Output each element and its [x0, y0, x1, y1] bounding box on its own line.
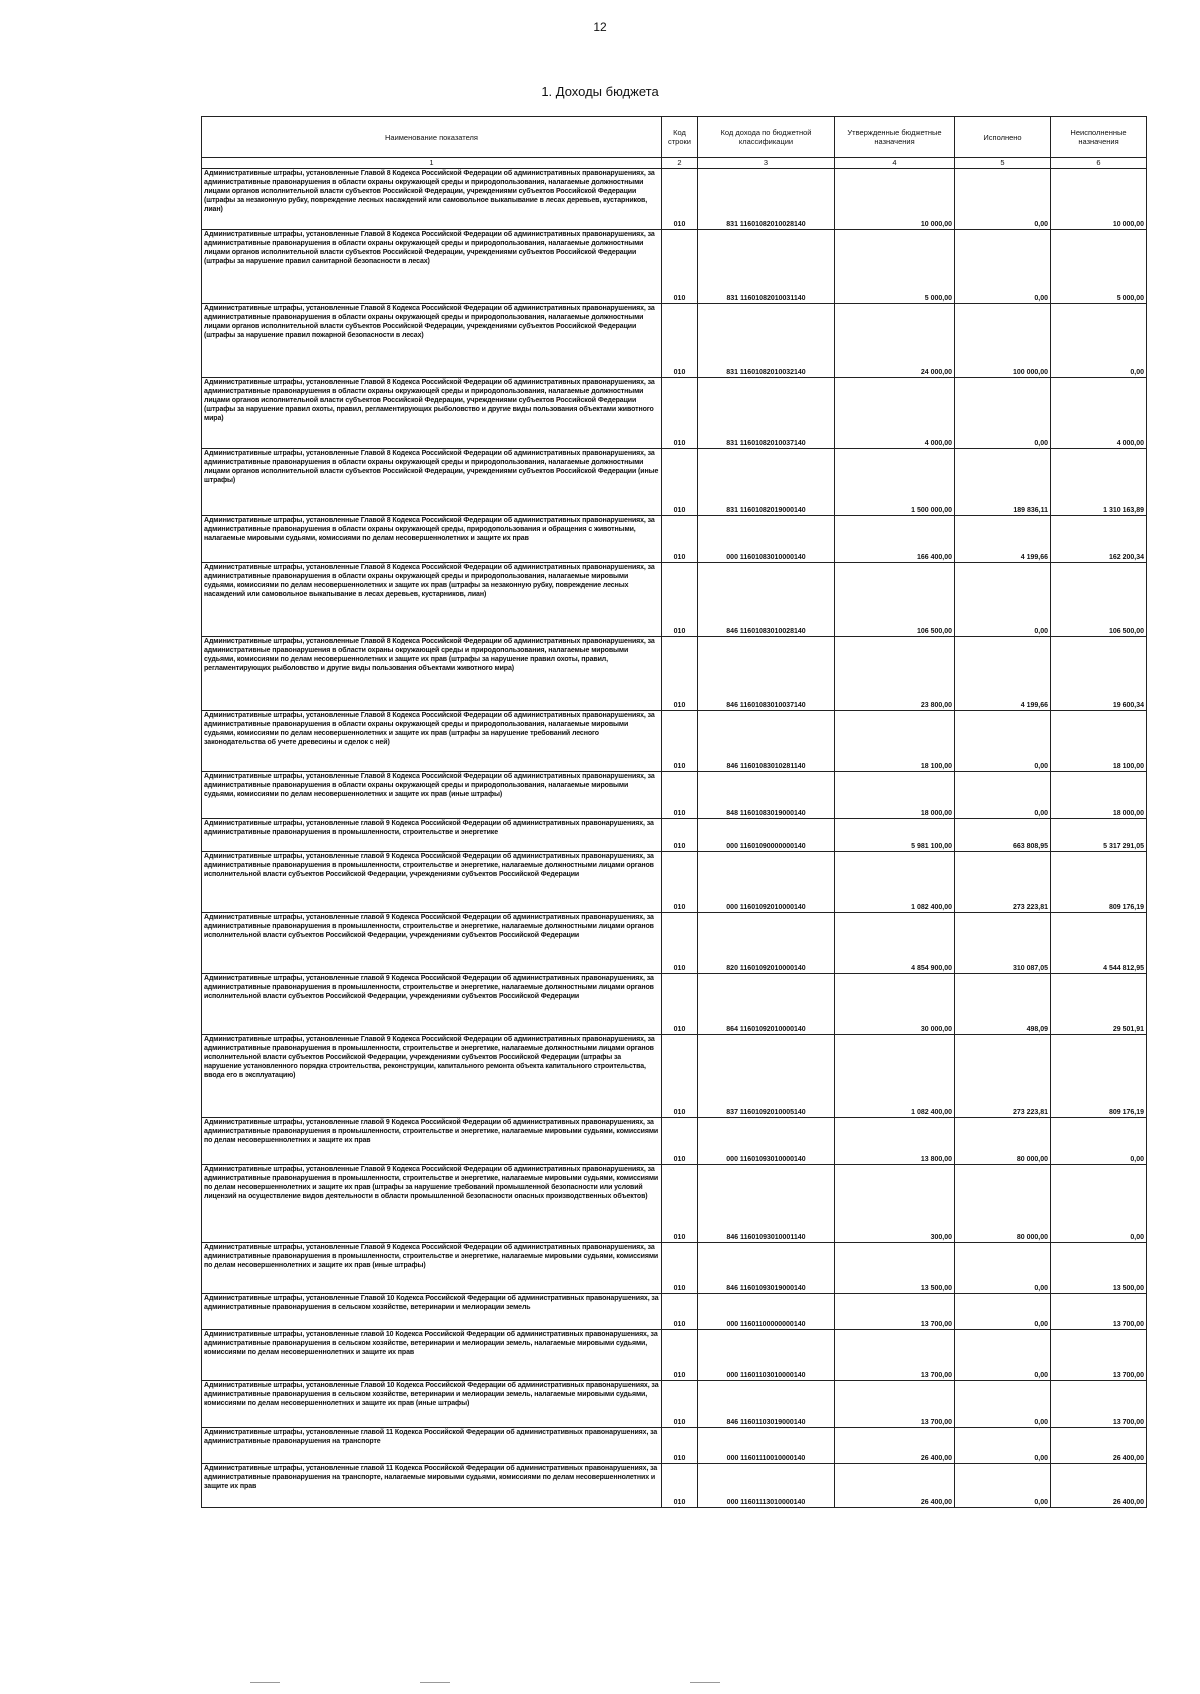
row-revenue-code: 831 11601082019000140 — [698, 449, 835, 516]
row-revenue-code: 846 11601103019000140 — [698, 1381, 835, 1428]
row-unexecuted: 0,00 — [1051, 1118, 1147, 1165]
row-line-code: 010 — [662, 772, 698, 819]
row-name: Административные штрафы, установленные Главой 9 Кодекса Российской Федерации об административных правонарушениях, за административные правонарушения в промышленности, строительстве и энергетике, налагаемые мировыми судьями, комиссиями по делам несовершеннолетних и защите их прав (иные штрафы) — [202, 1243, 662, 1294]
row-approved: 13 700,00 — [835, 1330, 955, 1381]
table-row — [202, 1428, 1147, 1464]
row-approved: 5 000,00 — [835, 230, 955, 304]
table-row — [202, 1294, 1147, 1330]
row-name: Административные штрафы, установленные Главой 8 Кодекса Российской Федерации об административных правонарушениях, за административные правонарушения в области охраны окружающей среды и природопользования, налагаемые должностными лицами органов исполнительной власти субъектов Российской Федерации, учреждениями субъектов Российской Федерации (штрафы за незаконную рубку, повреждение лесных насаждений или самовольное выкапывание в лесах деревьев, кустарников, лиан) — [202, 169, 662, 230]
row-unexecuted: 26 400,00 — [1051, 1464, 1147, 1508]
table-row — [202, 449, 1147, 516]
row-unexecuted: 13 700,00 — [1051, 1381, 1147, 1428]
row-unexecuted: 13 700,00 — [1051, 1294, 1147, 1330]
row-executed: 189 836,11 — [955, 449, 1051, 516]
row-approved: 18 000,00 — [835, 772, 955, 819]
row-revenue-code: 831 11601082010028140 — [698, 169, 835, 230]
row-approved: 4 854 900,00 — [835, 913, 955, 974]
column-number-row — [202, 158, 1147, 169]
row-executed: 0,00 — [955, 1428, 1051, 1464]
row-approved: 1 082 400,00 — [835, 852, 955, 913]
scan-edge-marks — [0, 1682, 1200, 1690]
row-revenue-code: 000 11601093010000140 — [698, 1118, 835, 1165]
row-approved: 13 700,00 — [835, 1294, 955, 1330]
row-line-code: 010 — [662, 304, 698, 378]
row-revenue-code: 846 11601083010028140 — [698, 563, 835, 637]
table-row — [202, 772, 1147, 819]
table-row — [202, 1464, 1147, 1508]
table-row — [202, 711, 1147, 772]
row-line-code: 010 — [662, 1330, 698, 1381]
column-header-name: Наименование показателя — [202, 117, 662, 158]
row-name: Административные штрафы, установленные Главой 9 Кодекса Российской Федерации об административных правонарушениях, за административные правонарушения в промышленности, строительстве и энергетике, налагаемые должностными лицами органов исполнительной власти субъектов Российской Федерации, учреждениями субъектов Российской Федерации (штрафы за нарушение установленного порядка строительства, реконструкции, капитального ремонта объекта капитального строительства, ввода его в эксплуатацию) — [202, 1035, 662, 1118]
row-executed: 4 199,66 — [955, 516, 1051, 563]
table-row — [202, 974, 1147, 1035]
row-name: Административные штрафы, установленные главой 9 Кодекса Российской Федерации об административных правонарушениях, за административные правонарушения в промышленности, строительстве и энергетике, налагаемые должностными лицами органов исполнительной власти субъектов Российской Федерации, учреждениями субъектов Российской Федерации — [202, 913, 662, 974]
row-name: Административные штрафы, установленные главой 9 Кодекса Российской Федерации об административных правонарушениях, за административные правонарушения в промышленности, строительстве и энергетике, налагаемые должностными лицами органов исполнительной власти субъектов Российской Федерации, учреждениями субъектов Российской Федерации — [202, 974, 662, 1035]
table-row — [202, 378, 1147, 449]
scan-mark — [250, 1682, 280, 1683]
table-row — [202, 913, 1147, 974]
row-revenue-code: 000 11601103010000140 — [698, 1330, 835, 1381]
row-revenue-code: 000 11601090000000140 — [698, 819, 835, 852]
row-unexecuted: 809 176,19 — [1051, 852, 1147, 913]
row-approved: 300,00 — [835, 1165, 955, 1243]
row-line-code: 010 — [662, 516, 698, 563]
row-revenue-code: 831 11601082010032140 — [698, 304, 835, 378]
row-unexecuted: 26 400,00 — [1051, 1428, 1147, 1464]
row-revenue-code: 846 11601083010037140 — [698, 637, 835, 711]
row-line-code: 010 — [662, 711, 698, 772]
row-executed: 4 199,66 — [955, 637, 1051, 711]
table-body — [202, 169, 1147, 1508]
row-name: Административные штрафы, установленные главой 9 Кодекса Российской Федерации об административных правонарушениях, за административные правонарушения в промышленности, строительстве и энергетике, налагаемые мировыми судьями, комиссиями по делам несовершеннолетних и защите их прав — [202, 1118, 662, 1165]
table-row — [202, 1381, 1147, 1428]
row-revenue-code: 848 11601083019000140 — [698, 772, 835, 819]
row-executed: 310 087,05 — [955, 913, 1051, 974]
row-approved: 106 500,00 — [835, 563, 955, 637]
row-executed: 0,00 — [955, 711, 1051, 772]
table-row — [202, 1165, 1147, 1243]
column-header-unexecuted: Неисполненные назначения — [1051, 117, 1147, 158]
row-name: Административные штрафы, установленные Главой 10 Кодекса Российской Федерации об административных правонарушениях, за административные правонарушения в сельском хозяйстве, ветеринарии и мелиорации земель, налагаемые мировыми судьями, комиссиями по делам несовершеннолетних и защите их прав (иные штрафы) — [202, 1381, 662, 1428]
row-approved: 26 400,00 — [835, 1428, 955, 1464]
row-line-code: 010 — [662, 637, 698, 711]
row-approved: 18 100,00 — [835, 711, 955, 772]
row-executed: 80 000,00 — [955, 1118, 1051, 1165]
row-line-code: 010 — [662, 1428, 698, 1464]
row-unexecuted: 106 500,00 — [1051, 563, 1147, 637]
scan-mark — [690, 1682, 720, 1683]
row-line-code: 010 — [662, 169, 698, 230]
row-name: Административные штрафы, установленные главой 11 Кодекса Российской Федерации об административных правонарушениях, за административные правонарушения на транспорте, налагаемые мировыми судьями, комиссиями по делам несовершеннолетних и защите их прав — [202, 1464, 662, 1508]
row-approved: 5 981 100,00 — [835, 819, 955, 852]
row-unexecuted: 1 310 163,89 — [1051, 449, 1147, 516]
row-unexecuted: 18 100,00 — [1051, 711, 1147, 772]
row-revenue-code: 831 11601082010031140 — [698, 230, 835, 304]
row-name: Административные штрафы, установленные Главой 8 Кодекса Российской Федерации об административных правонарушениях, за административные правонарушения в области охраны окружающей среды и природопользования, налагаемые должностными лицами органов исполнительной власти субъектов Российской Федерации, учреждениями субъектов Российской Федерации (иные штрафы) — [202, 449, 662, 516]
row-approved: 13 800,00 — [835, 1118, 955, 1165]
row-executed: 0,00 — [955, 1381, 1051, 1428]
row-unexecuted: 0,00 — [1051, 1165, 1147, 1243]
row-line-code: 010 — [662, 1381, 698, 1428]
row-line-code: 010 — [662, 1243, 698, 1294]
row-line-code: 010 — [662, 819, 698, 852]
table-row — [202, 230, 1147, 304]
table-row — [202, 304, 1147, 378]
row-line-code: 010 — [662, 913, 698, 974]
row-executed: 0,00 — [955, 1243, 1051, 1294]
row-line-code: 010 — [662, 852, 698, 913]
row-name: Административные штрафы, установленные Главой 8 Кодекса Российской Федерации об административных правонарушениях, за административные правонарушения в области охраны окружающей среды, природопользования и обращения с животными, налагаемые мировыми судьями, комиссиями по делам несовершеннолетних и защите их прав — [202, 516, 662, 563]
row-revenue-code: 846 11601093010001140 — [698, 1165, 835, 1243]
row-approved: 1 500 000,00 — [835, 449, 955, 516]
row-executed: 273 223,81 — [955, 1035, 1051, 1118]
row-line-code: 010 — [662, 1118, 698, 1165]
row-unexecuted: 29 501,91 — [1051, 974, 1147, 1035]
row-name: Административные штрафы, установленные главой 11 Кодекса Российской Федерации об административных правонарушениях, за административные правонарушения на транспорте — [202, 1428, 662, 1464]
column-header-revenue-code: Код дохода по бюджетной классификации — [698, 117, 835, 158]
row-unexecuted: 4 544 812,95 — [1051, 913, 1147, 974]
row-revenue-code: 000 11601092010000140 — [698, 852, 835, 913]
table-row — [202, 516, 1147, 563]
row-executed: 0,00 — [955, 1294, 1051, 1330]
row-executed: 0,00 — [955, 1464, 1051, 1508]
row-unexecuted: 5 317 291,05 — [1051, 819, 1147, 852]
row-name: Административные штрафы, установленные главой 10 Кодекса Российской Федерации об административных правонарушениях, за административные правонарушения в сельском хозяйстве, ветеринарии и мелиорации земель, налагаемые мировыми судьями, комиссиями по делам несовершеннолетних и защите их прав — [202, 1330, 662, 1381]
column-header-approved: Утвержденные бюджетные назначения — [835, 117, 955, 158]
report-title: 1. Доходы бюджета — [541, 84, 659, 99]
row-name: Административные штрафы, установленные Главой 8 Кодекса Российской Федерации об административных правонарушениях, за административные правонарушения в области охраны окружающей среды и природопользования, налагаемые должностными лицами органов исполнительной власти субъектов Российской Федерации, учреждениями субъектов Российской Федерации (штрафы за нарушение правил санитарной безопасности в лесах) — [202, 230, 662, 304]
scan-mark — [420, 1682, 450, 1683]
row-line-code: 010 — [662, 1294, 698, 1330]
row-revenue-code: 837 11601092010005140 — [698, 1035, 835, 1118]
row-revenue-code: 000 11601110010000140 — [698, 1428, 835, 1464]
row-name: Административные штрафы, установленные Главой 8 Кодекса Российской Федерации об административных правонарушениях, за административные правонарушения в области охраны окружающей среды и природопользования, налагаемые мировыми судьями, комиссиями по делам несовершеннолетних и защите их прав (штрафы за нарушение требований лесного законодательства об учете древесины и сделок с ней) — [202, 711, 662, 772]
row-line-code: 010 — [662, 1165, 698, 1243]
row-line-code: 010 — [662, 1035, 698, 1118]
row-name: Административные штрафы, установленные Главой 8 Кодекса Российской Федерации об административных правонарушениях, за административные правонарушения в области охраны окружающей среды и природопользования, налагаемые мировыми судьями, комиссиями по делам несовершеннолетних и защите их прав (штрафы за нарушение правил охоты, правил, регламентирующих рыболовство и другие виды пользования объектами животного мира) — [202, 637, 662, 711]
row-line-code: 010 — [662, 230, 698, 304]
table-row — [202, 1330, 1147, 1381]
row-approved: 24 000,00 — [835, 304, 955, 378]
row-approved: 30 000,00 — [835, 974, 955, 1035]
table-row — [202, 563, 1147, 637]
revenue-table — [201, 116, 1147, 1508]
row-approved: 13 700,00 — [835, 1381, 955, 1428]
column-number: 1 — [202, 158, 662, 169]
row-approved: 26 400,00 — [835, 1464, 955, 1508]
row-unexecuted: 809 176,19 — [1051, 1035, 1147, 1118]
row-executed: 100 000,00 — [955, 304, 1051, 378]
row-executed: 0,00 — [955, 772, 1051, 819]
row-executed: 0,00 — [955, 378, 1051, 449]
row-name: Административные штрафы, установленные главой 9 Кодекса Российской Федерации об административных правонарушениях, за административные правонарушения в промышленности, строительстве и энергетике — [202, 819, 662, 852]
row-approved: 166 400,00 — [835, 516, 955, 563]
table-row — [202, 852, 1147, 913]
row-approved: 1 082 400,00 — [835, 1035, 955, 1118]
row-executed: 0,00 — [955, 169, 1051, 230]
column-number: 2 — [662, 158, 698, 169]
row-executed: 0,00 — [955, 563, 1051, 637]
row-unexecuted: 162 200,34 — [1051, 516, 1147, 563]
column-number: 5 — [955, 158, 1051, 169]
row-approved: 4 000,00 — [835, 378, 955, 449]
row-line-code: 010 — [662, 378, 698, 449]
row-executed: 80 000,00 — [955, 1165, 1051, 1243]
row-revenue-code: 000 11601113010000140 — [698, 1464, 835, 1508]
row-name: Административные штрафы, установленные Главой 8 Кодекса Российской Федерации об административных правонарушениях, за административные правонарушения в области охраны окружающей среды и природопользования, налагаемые мировыми судьями, комиссиями по делам несовершеннолетних и защите их прав (иные штрафы) — [202, 772, 662, 819]
table-row — [202, 1035, 1147, 1118]
column-number: 3 — [698, 158, 835, 169]
row-name: Административные штрафы, установленные Главой 8 Кодекса Российской Федерации об административных правонарушениях, за административные правонарушения в области охраны окружающей среды и природопользования, налагаемые мировыми судьями, комиссиями по делам несовершеннолетних и защите их прав (штрафы за незаконную рубку, повреждение лесных насаждений или самовольное выкапывание в лесах деревьев, кустарников, лиан) — [202, 563, 662, 637]
row-approved: 23 800,00 — [835, 637, 955, 711]
row-approved: 13 500,00 — [835, 1243, 955, 1294]
row-name: Административные штрафы, установленные главой 9 Кодекса Российской Федерации об административных правонарушениях, за административные правонарушения в промышленности, строительстве и энергетике, налагаемые должностными лицами органов исполнительной власти субъектов Российской Федерации, учреждениями субъектов Российской Федерации — [202, 852, 662, 913]
page-number: 12 — [593, 20, 607, 34]
row-revenue-code: 820 11601092010000140 — [698, 913, 835, 974]
row-revenue-code: 831 11601082010037140 — [698, 378, 835, 449]
row-approved: 10 000,00 — [835, 169, 955, 230]
row-line-code: 010 — [662, 1464, 698, 1508]
table-header-row — [202, 117, 1147, 158]
table-row — [202, 637, 1147, 711]
row-executed: 0,00 — [955, 230, 1051, 304]
row-unexecuted: 18 000,00 — [1051, 772, 1147, 819]
row-line-code: 010 — [662, 563, 698, 637]
column-header-executed: Исполнено — [955, 117, 1051, 158]
row-executed: 0,00 — [955, 1330, 1051, 1381]
row-executed: 273 223,81 — [955, 852, 1051, 913]
row-line-code: 010 — [662, 974, 698, 1035]
row-unexecuted: 0,00 — [1051, 304, 1147, 378]
row-name: Административные штрафы, установленные Главой 8 Кодекса Российской Федерации об административных правонарушениях, за административные правонарушения в области охраны окружающей среды и природопользования, налагаемые должностными лицами органов исполнительной власти субъектов Российской Федерации, учреждениями субъектов Российской Федерации (штрафы за нарушение правил охоты, правил, регламентирующих рыболовство и другие виды пользования объектами животного мира) — [202, 378, 662, 449]
row-unexecuted: 19 600,34 — [1051, 637, 1147, 711]
column-number: 4 — [835, 158, 955, 169]
row-unexecuted: 13 700,00 — [1051, 1330, 1147, 1381]
row-name: Административные штрафы, установленные Главой 10 Кодекса Российской Федерации об административных правонарушениях, за административные правонарушения в сельском хозяйстве, ветеринарии и мелиорации земель — [202, 1294, 662, 1330]
row-executed: 663 808,95 — [955, 819, 1051, 852]
row-revenue-code: 846 11601083010281140 — [698, 711, 835, 772]
row-revenue-code: 864 11601092010000140 — [698, 974, 835, 1035]
row-executed: 498,09 — [955, 974, 1051, 1035]
row-revenue-code: 846 11601093019000140 — [698, 1243, 835, 1294]
row-line-code: 010 — [662, 449, 698, 516]
table-row — [202, 1118, 1147, 1165]
row-name: Административные штрафы, установленные Главой 8 Кодекса Российской Федерации об административных правонарушениях, за административные правонарушения в области охраны окружающей среды и природопользования, налагаемые должностными лицами органов исполнительной власти субъектов Российской Федерации, учреждениями субъектов Российской Федерации (штрафы за нарушение правил пожарной безопасности в лесах) — [202, 304, 662, 378]
row-name: Административные штрафы, установленные Главой 9 Кодекса Российской Федерации об административных правонарушениях, за административные правонарушения в промышленности, строительстве и энергетике, налагаемые мировыми судьями, комиссиями по делам несовершеннолетних и защите их прав (штрафы за нарушение требований промышленной безопасности или условий лицензий на осуществление видов деятельности в области промышленной безопасности опасных производственных объектов) — [202, 1165, 662, 1243]
column-header-line-code: Код строки — [662, 117, 698, 158]
row-unexecuted: 10 000,00 — [1051, 169, 1147, 230]
row-revenue-code: 000 11601100000000140 — [698, 1294, 835, 1330]
table-row — [202, 1243, 1147, 1294]
row-unexecuted: 4 000,00 — [1051, 378, 1147, 449]
table-row — [202, 169, 1147, 230]
table-row — [202, 819, 1147, 852]
column-number: 6 — [1051, 158, 1147, 169]
row-revenue-code: 000 11601083010000140 — [698, 516, 835, 563]
row-unexecuted: 13 500,00 — [1051, 1243, 1147, 1294]
row-unexecuted: 5 000,00 — [1051, 230, 1147, 304]
